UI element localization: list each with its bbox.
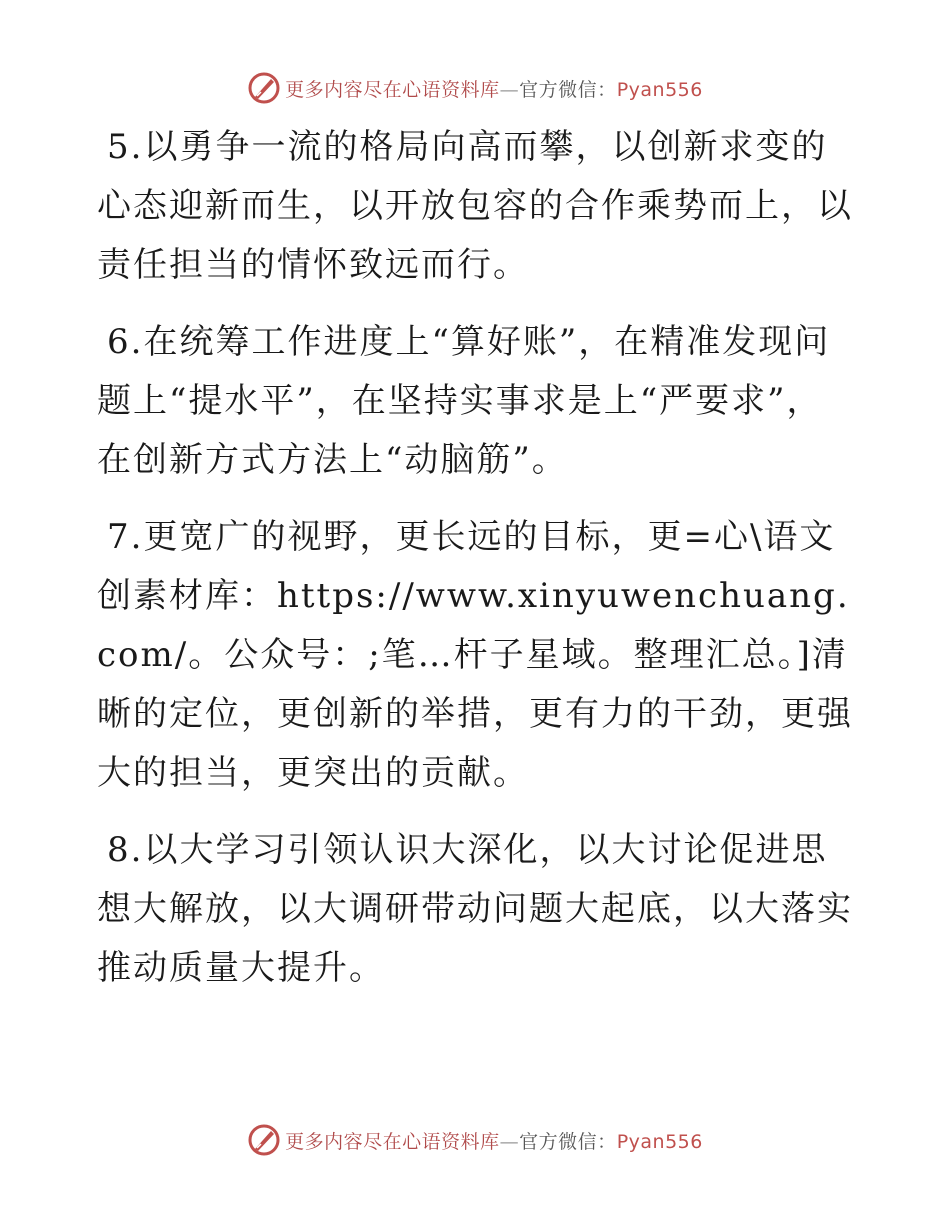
header-label: 官方微信：	[519, 78, 617, 101]
paragraph-text: 以勇争一流的格局向高而攀，以创新求变的心态迎新而生，以开放包容的合作乘势而上，以责任担当的情怀致远而行。	[97, 127, 853, 285]
header-dash: —	[499, 78, 520, 101]
header-brand: 更多内容尽在心语资料库	[285, 78, 500, 101]
paragraph-5	[97, 118, 857, 295]
footer-label: 官方微信：	[519, 1130, 617, 1153]
paragraph-text: 以大学习引领认识大深化，以大讨论促进思想大解放，以大调研带动问题大起底，以大落实推动质量大提升。	[97, 830, 853, 988]
footer-brand: 更多内容尽在心语资料库	[285, 1130, 500, 1153]
header-account: Pyan556	[616, 78, 703, 101]
header-text	[285, 75, 703, 102]
paragraph-number: 6.	[107, 322, 144, 362]
paragraph-number: 7.	[107, 517, 144, 557]
paragraph-text: 更宽广的视野，更长远的目标，更=心\语文创素材库：https://www.xinyuwenchuang.com/。公众号：;笔…杆子星域。整理汇总。]清晰的定位，更创新的举措，更有力的干劲，更强大的担当，更突出的贡献。	[97, 517, 853, 793]
footer-dash: —	[499, 1130, 520, 1153]
footer-text	[285, 1127, 703, 1154]
quill-logo-icon	[247, 1123, 281, 1157]
quill-logo-icon	[247, 71, 281, 105]
header-watermark	[0, 68, 950, 108]
paragraph-8	[97, 821, 857, 998]
footer-watermark	[0, 1120, 950, 1160]
paragraph-number: 5.	[107, 127, 144, 167]
footer-account: Pyan556	[616, 1130, 703, 1153]
paragraph-number: 8.	[107, 830, 144, 870]
paragraph-7	[97, 508, 857, 803]
paragraph-6	[97, 313, 857, 490]
paragraph-text: 在统筹工作进度上“算好账”，在精准发现问题上“提水平”，在坚持实事求是上“严要求”，在创新方式方法上“动脑筋”。	[97, 322, 831, 480]
document-body	[97, 118, 857, 1016]
